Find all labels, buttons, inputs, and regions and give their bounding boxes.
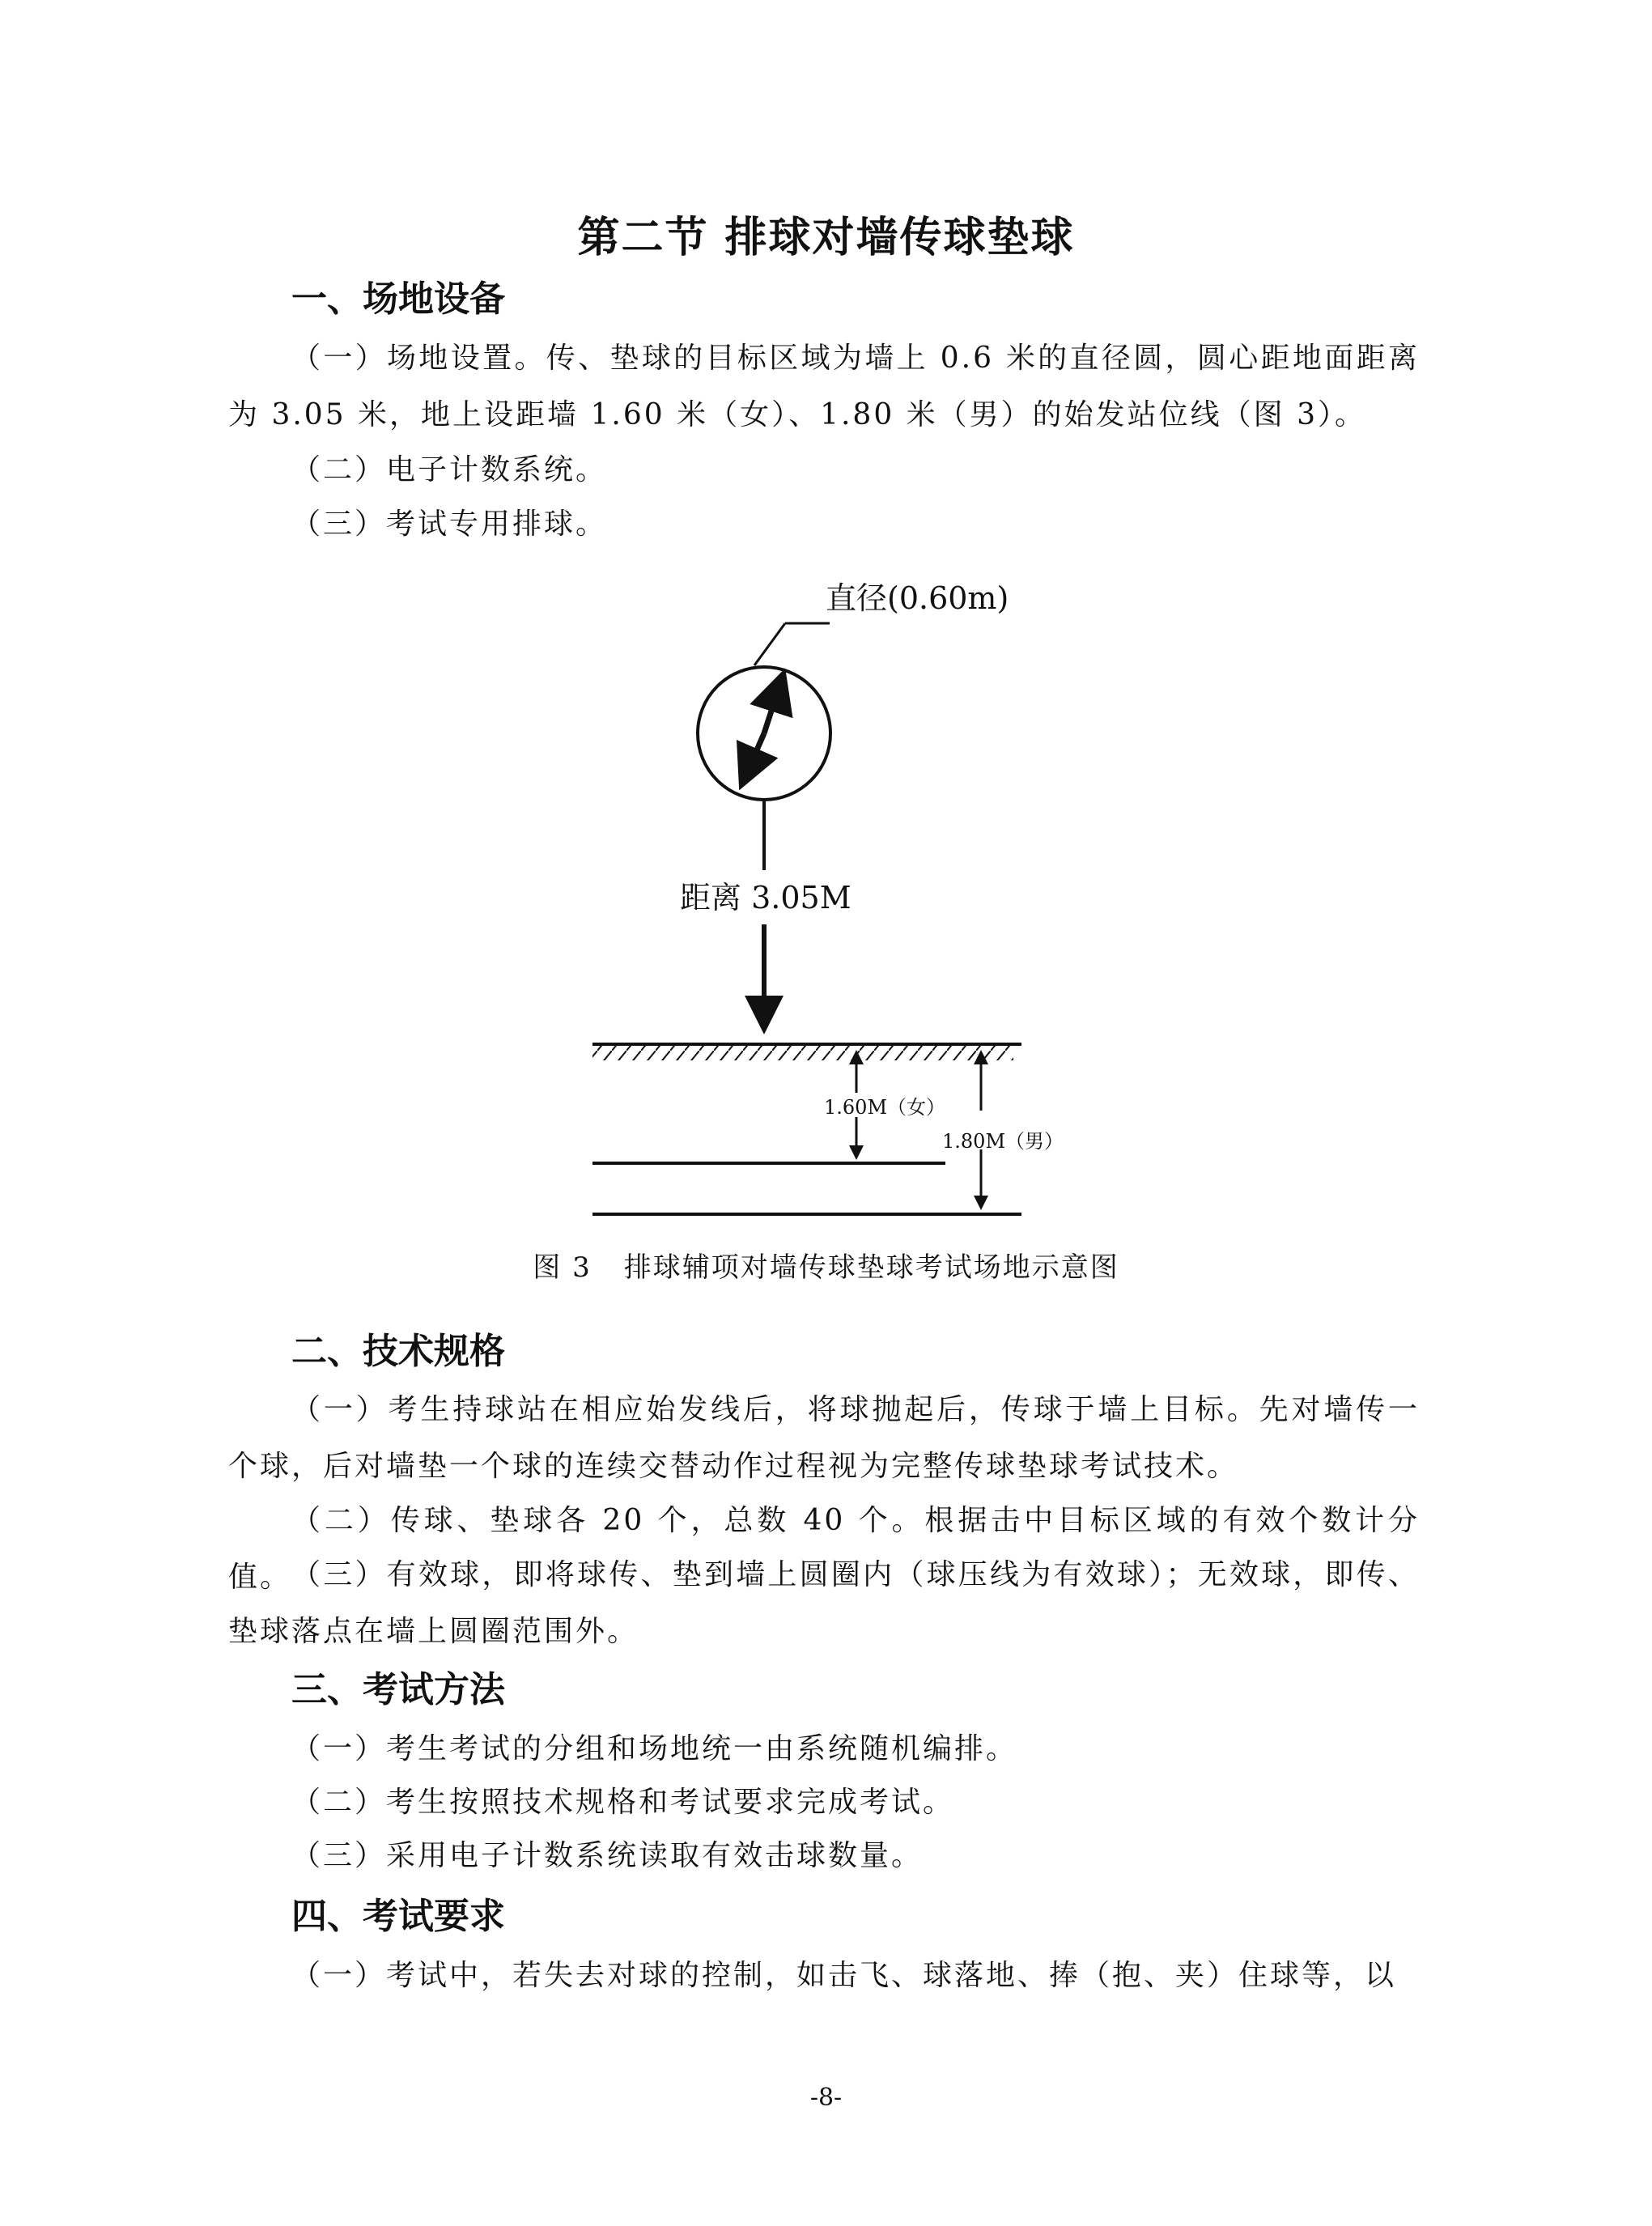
leader-line <box>754 623 785 665</box>
distance-label: 距离 3.05M <box>680 880 851 915</box>
paragraph: （二）考生按照技术规格和考试要求完成考试。 <box>291 1786 955 1819</box>
paragraph: （三）采用电子计数系统读取有效击球数量。 <box>291 1839 924 1872</box>
paragraph: （二）电子计数系统。 <box>291 453 608 486</box>
section-heading: 四、考试要求 <box>291 1896 505 1937</box>
section-heading: 一、场地设备 <box>291 278 505 320</box>
section-heading: 二、技术规格 <box>291 1331 505 1372</box>
male-distance-label: 1.80M（男） <box>942 1130 1064 1153</box>
paragraph: （三）考试专用排球。 <box>291 508 608 541</box>
diameter-arrow <box>741 733 764 785</box>
page-number: -8- <box>809 2084 843 2112</box>
paragraph: （一）考生持球站在相应始发线后，将球抛起后，传球于墙上目标。先对墙传一个球，后对墙垫一个球的连续交替动作过程视为完整传球垫球考试技术。 <box>228 1393 1420 1483</box>
paragraph: （一）考生考试的分组和场地统一由系统随机编排。 <box>291 1732 1018 1765</box>
figure-caption-text: 排球辅项对墙传球垫球考试场地示意图 <box>623 1251 1119 1284</box>
ground-hatching <box>592 1044 1013 1060</box>
female-distance-label: 1.60M（女） <box>824 1096 946 1119</box>
section-heading: 三、考试方法 <box>291 1669 505 1710</box>
paragraph: （三）有效球，即将球传、垫到墙上圆圈内（球压线为有效球）；无效球，即传、垫球落点在墙上圆圈范围外。 <box>228 1558 1420 1648</box>
paragraph: （一）考试中，若失去对球的控制，如击飞、球落地、捧（抱、夹）住球等，以 <box>291 1959 1397 1992</box>
paragraph: （二）传球、垫球各 20 个，总数 40 个。根据击中目标区域的有效个数计分值。 <box>228 1504 1420 1594</box>
figure-caption <box>0 1248 1652 1287</box>
diameter-arrow <box>764 673 784 733</box>
figure-number: 图 3 <box>533 1251 592 1284</box>
diameter-label: 直径(0.60m) <box>826 580 1009 616</box>
page-title: 第二节 排球对墙传球垫球 <box>577 214 1075 262</box>
paragraph: （一）场地设置。传、垫球的目标区域为墙上 0.6 米的直径圆，圆心距地面距离为 3.05 米，地上设距墙 1.60 米（女）、1.80 米（男）的始发站位线（图 3）。 <box>228 342 1420 431</box>
